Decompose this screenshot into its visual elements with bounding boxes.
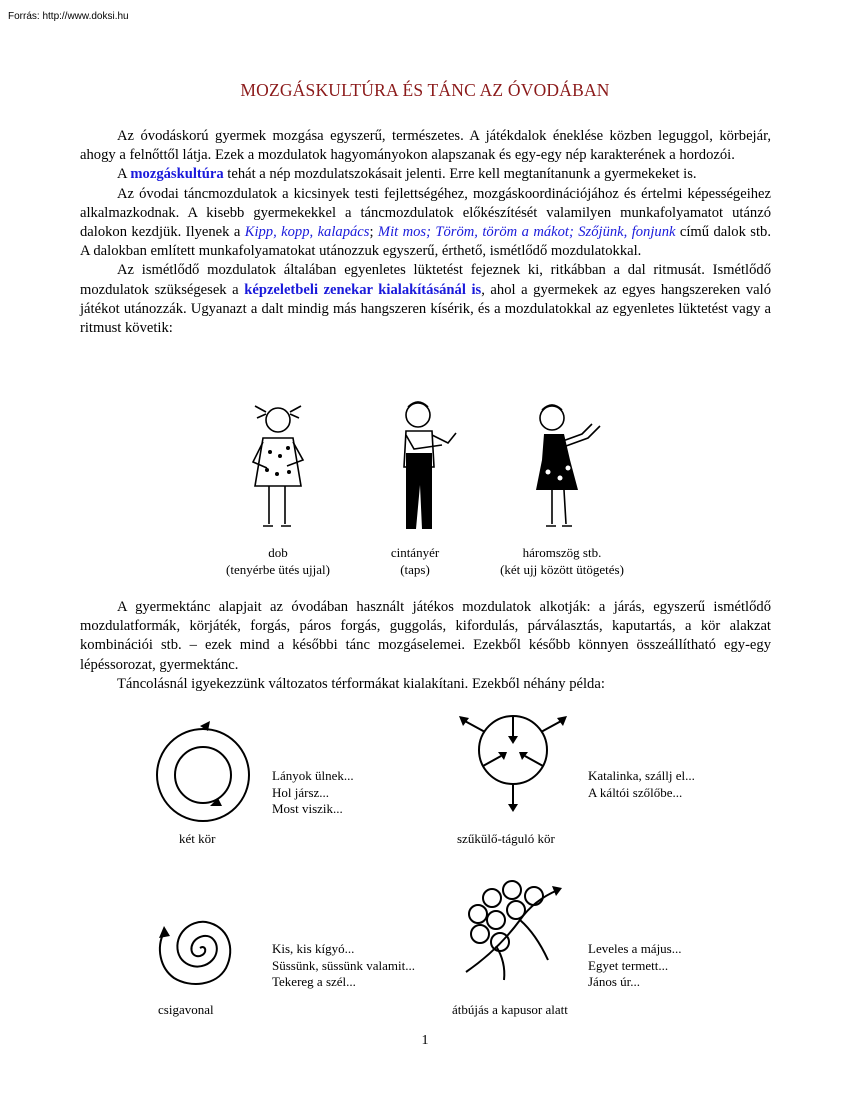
songs-ket-kor (272, 768, 354, 818)
song-title: Katalinka, szállj el... (588, 768, 695, 783)
source-line: Forrás: http://www.doksi.hu (8, 11, 129, 22)
dance-section (80, 598, 771, 694)
two-circles-diagram (148, 720, 258, 830)
term-mozgaskultura: mozgáskultúra (130, 166, 224, 183)
p4-text-b: , ahol a gyermekek az egyes hangszereken való játékot utánozzák. Ugyanazt a dalt mindig más hangszeren kísérik, és a mozdulatokkal az egyenletes lüktetést vagy a ritmust követik: (80, 281, 771, 337)
gate-passage-diagram (458, 876, 568, 996)
paragraph-5: A gyermektánc alapjait az óvodában használt játékos mozdulatok alkotják: a járás, egyszerű ismétlődő mozdulatformák, körjáték, forgás, páros forgás, guggolás, kifordulás, párválasztás, kaputartás, a kör alakzat kombinációi stb. – ezek mind a későbbi tánc mozgáselemei. Ezekből később könnyen összeállítható egy-egy lépéssorozat, gyermektánc. (80, 599, 771, 673)
page-title: MOZGÁSKULTÚRA ÉS TÁNC AZ ÓVODÁBAN (240, 80, 610, 100)
label-csigavonal: csigavonal (158, 1002, 214, 1017)
song-title: Tekereg a szél... (272, 974, 356, 989)
spiral-diagram (150, 898, 250, 998)
child-cymbal-illustration (390, 395, 465, 535)
p3-text-a: Az óvodai táncmozdulatok a kicsinyek testi fejlettségéhez, mozgáskoordinációjához és értelmi képességeihez alkalmazkodnak. A kisebb gyermekekkel a táncmozdulatok előkészítését valamilyen munkafolyamatot utánzó dalokon kezdjük. Ilyenek a (80, 185, 771, 241)
figure-name: háromszög stb. (522, 545, 602, 560)
song-title: Süssünk, süssünk valamit... (272, 957, 416, 973)
paragraph-6: Táncolásnál igyekezzünk változatos térformákat kialakítani. Ezekből néhány példa: (117, 675, 605, 692)
figure-desc: (tenyérbe ütés ujjal) (226, 562, 330, 577)
song-title: A káltói szőlőbe... (588, 784, 683, 800)
song-title: Hol jársz... (272, 784, 330, 800)
song-title: János úr... (588, 974, 640, 989)
label-szukulo-tagulo-kor: szűkülő-táguló kör (457, 831, 555, 846)
p3-sep: ; (369, 224, 378, 241)
p4-text-a: Az ismétlődő mozdulatok általában egyenletes lüktetést fejeznek ki, ritkábban a dal ritmusát. Ismétlődő mozdulatok szükségesek a (80, 262, 771, 298)
label-ket-kor: két kör (179, 831, 216, 846)
p2-text-b: tehát a nép mozdulatszokásait jelenti. Erre kell megtanítanunk a gyermekeket is. (223, 166, 697, 183)
song-title: Lányok ülnek... (272, 768, 354, 783)
paragraph-3 (80, 185, 771, 262)
song-title: Egyet termett... (588, 957, 669, 973)
songs-csigavonal (272, 941, 415, 991)
song-kipp-kopp: Kipp, kopp, kalapács (244, 224, 370, 241)
paragraph-4 (80, 261, 771, 338)
song-title: Kis, kis kígyó... (272, 941, 355, 956)
figure-caption-triangle (467, 544, 657, 578)
child-triangle-illustration (530, 398, 610, 533)
intro-section (80, 127, 771, 338)
label-atbujas: átbújás a kapusor alatt (452, 1002, 568, 1017)
song-list: Mit mos; Töröm, töröm a mákot; Szőjünk, fonjunk (377, 224, 676, 241)
song-title: Leveles a május... (588, 941, 682, 956)
shrinking-expanding-circle-diagram (453, 712, 573, 812)
songs-atbujas (588, 941, 682, 991)
figure-name: cintányér (390, 545, 440, 560)
p3-text-b: című dalok stb. A dalokban említett munkafolyamatokat utánozzuk egyszerű, érthető, ismétlődő mozdulatokkal. (80, 224, 771, 260)
child-drum-illustration (245, 398, 315, 533)
figure-desc: (két ujj között ütögetés) (500, 562, 624, 577)
figure-desc: (taps) (400, 562, 430, 577)
page-number: 1 (421, 1033, 429, 1048)
term-kepzeletbeli-zenekar: képzeletbeli zenekar kialakításánál is (244, 281, 482, 298)
song-title: Most viszik... (272, 801, 343, 816)
paragraph-1: Az óvodáskorú gyermek mozgása egyszerű, természetes. A játékdalok éneklése közben leguggol, körbejár, ahogy a felnőttől látja. Ezek a mozdulatok hagyományokon alapszanak és egy-egy nép karakterének a hordozói. (80, 128, 771, 164)
p2-text-a: A (117, 166, 131, 183)
figure-name: dob (268, 545, 288, 560)
songs-szukulo-tagulo-kor (588, 768, 695, 801)
paragraph-2 (80, 165, 771, 184)
